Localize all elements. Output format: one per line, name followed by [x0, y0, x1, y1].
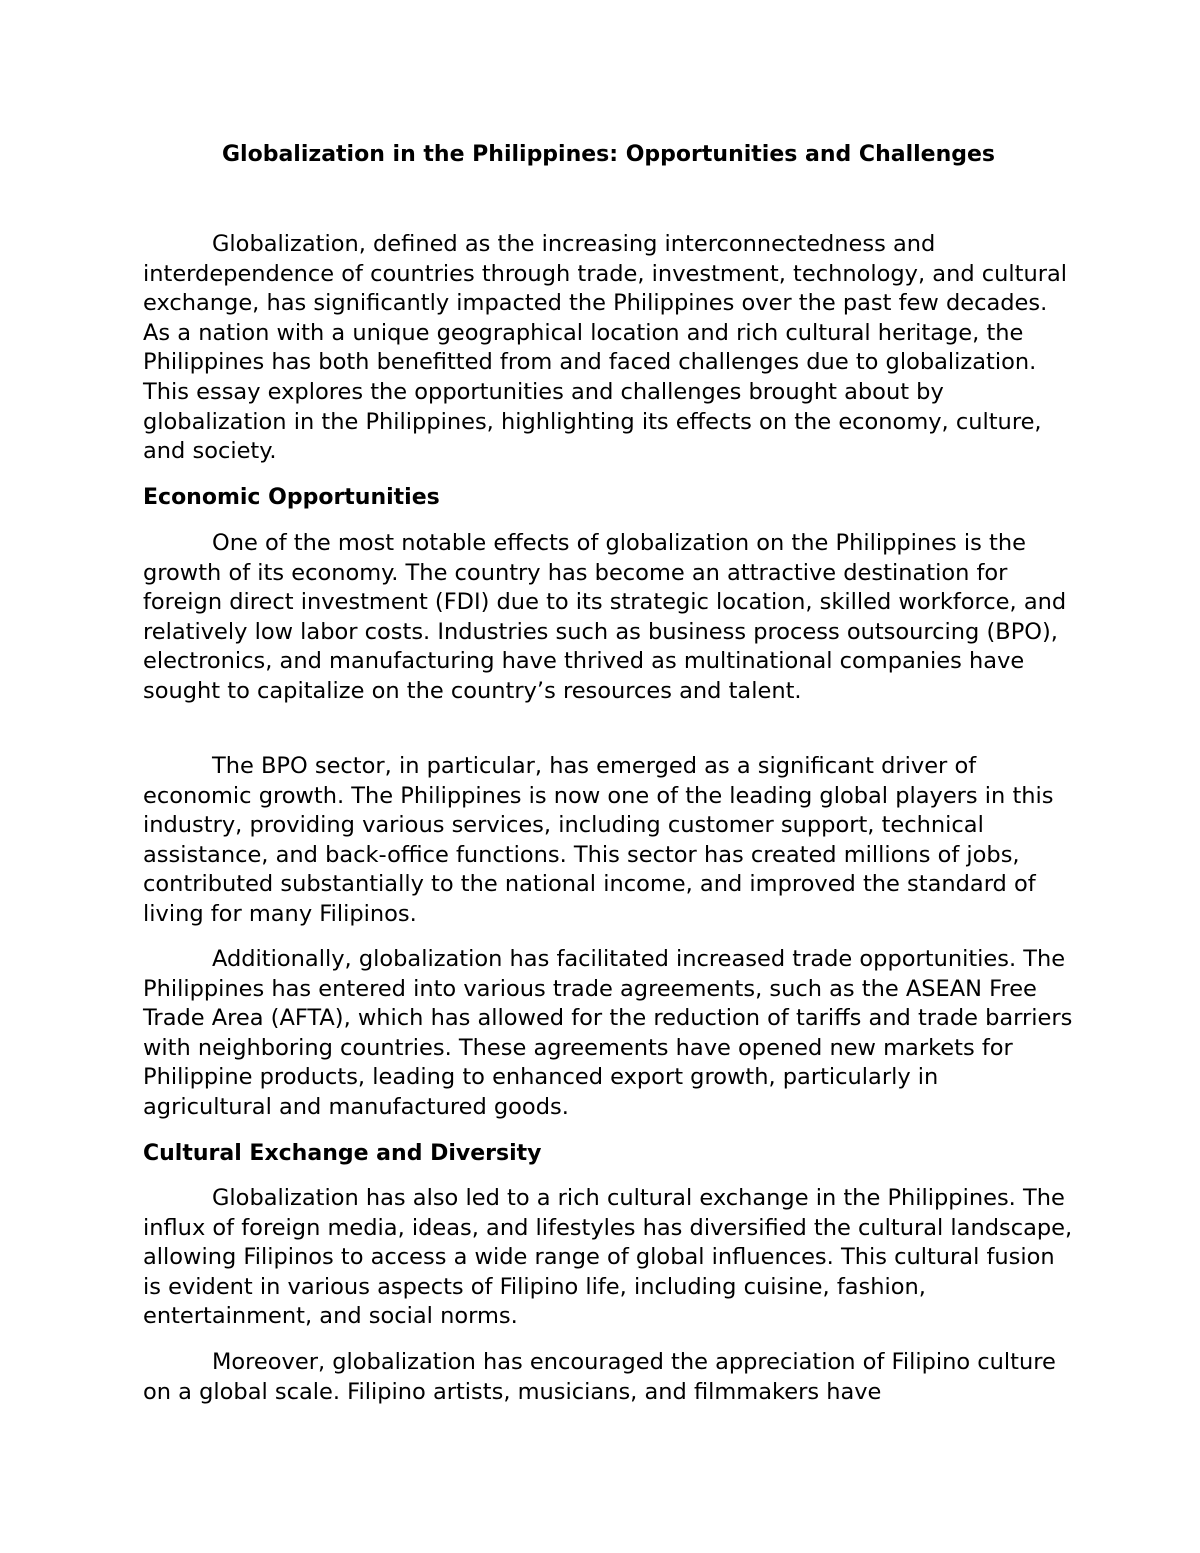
section-heading-economic-opportunities: Economic Opportunities	[143, 485, 440, 510]
paragraph-cultural-1	[143, 1184, 1073, 1332]
paragraph-text: Globalization has also led to a rich cultural exchange in the Philippines. The influx of foreign media, ideas, and lifestyles has diversified the cultural landscape, allowing Filipinos to access a wide range of global influences. This cultural fusion is evident in various aspects of Filipino life, including cuisine, fashion, entertainment, and social norms.	[143, 1185, 1073, 1330]
intro-paragraph-text: Globalization, defined as the increasing interconnectedness and interdependence of countries through trade, investment, technology, and cultural exchange, has significantly impacted the Philippines over the past few decades. As a nation with a unique geographical location and rich cultural heritage, the Philippines has both benefitted from and faced challenges due to globalization. This essay explores the opportunities and challenges brought about by globalization in the Philippines, highlighting its effects on the economy, culture, and society.	[143, 231, 1068, 465]
paragraph-economic-2	[143, 752, 1073, 930]
paragraph-text: The BPO sector, in particular, has emerged as a significant driver of economic growth. The Philippines is now one of the leading global players in this industry, providing various services, including customer support, technical assistance, and back-office functions. This sector has created millions of jobs, contributed substantially to the national income, and improved the standard of living for many Filipinos.	[143, 753, 1054, 927]
intro-paragraph	[143, 230, 1073, 467]
paragraph-economic-3	[143, 945, 1073, 1123]
paragraph-text: Additionally, globalization has facilitated increased trade opportunities. The Philippines has entered into various trade agreements, such as the ASEAN Free Trade Area (AFTA), which has allowed for the reduction of tariffs and trade barriers with neighboring countries. These agreements have opened new markets for Philippine products, leading to enhanced export growth, particularly in agricultural and manufactured goods.	[143, 946, 1073, 1120]
document-title: Globalization in the Philippines: Opportunities and Challenges	[222, 142, 996, 167]
paragraph-text: One of the most notable effects of globalization on the Philippines is the growth of its economy. The country has become an attractive destination for foreign direct investment (FDI) due to its strategic location, skilled workforce, and relatively low labor costs. Industries such as business process outsourcing (BPO), electronics, and manufacturing have thrived as multinational companies have sought to capitalize on the country’s resources and talent.	[143, 530, 1067, 704]
section-heading-cultural-exchange: Cultural Exchange and Diversity	[143, 1141, 542, 1166]
paragraph-economic-1	[143, 529, 1073, 707]
paragraph-cultural-2	[143, 1348, 1073, 1407]
paragraph-text: Moreover, globalization has encouraged the appreciation of Filipino culture on a global scale. Filipino artists, musicians, and filmmakers have	[143, 1349, 1056, 1405]
